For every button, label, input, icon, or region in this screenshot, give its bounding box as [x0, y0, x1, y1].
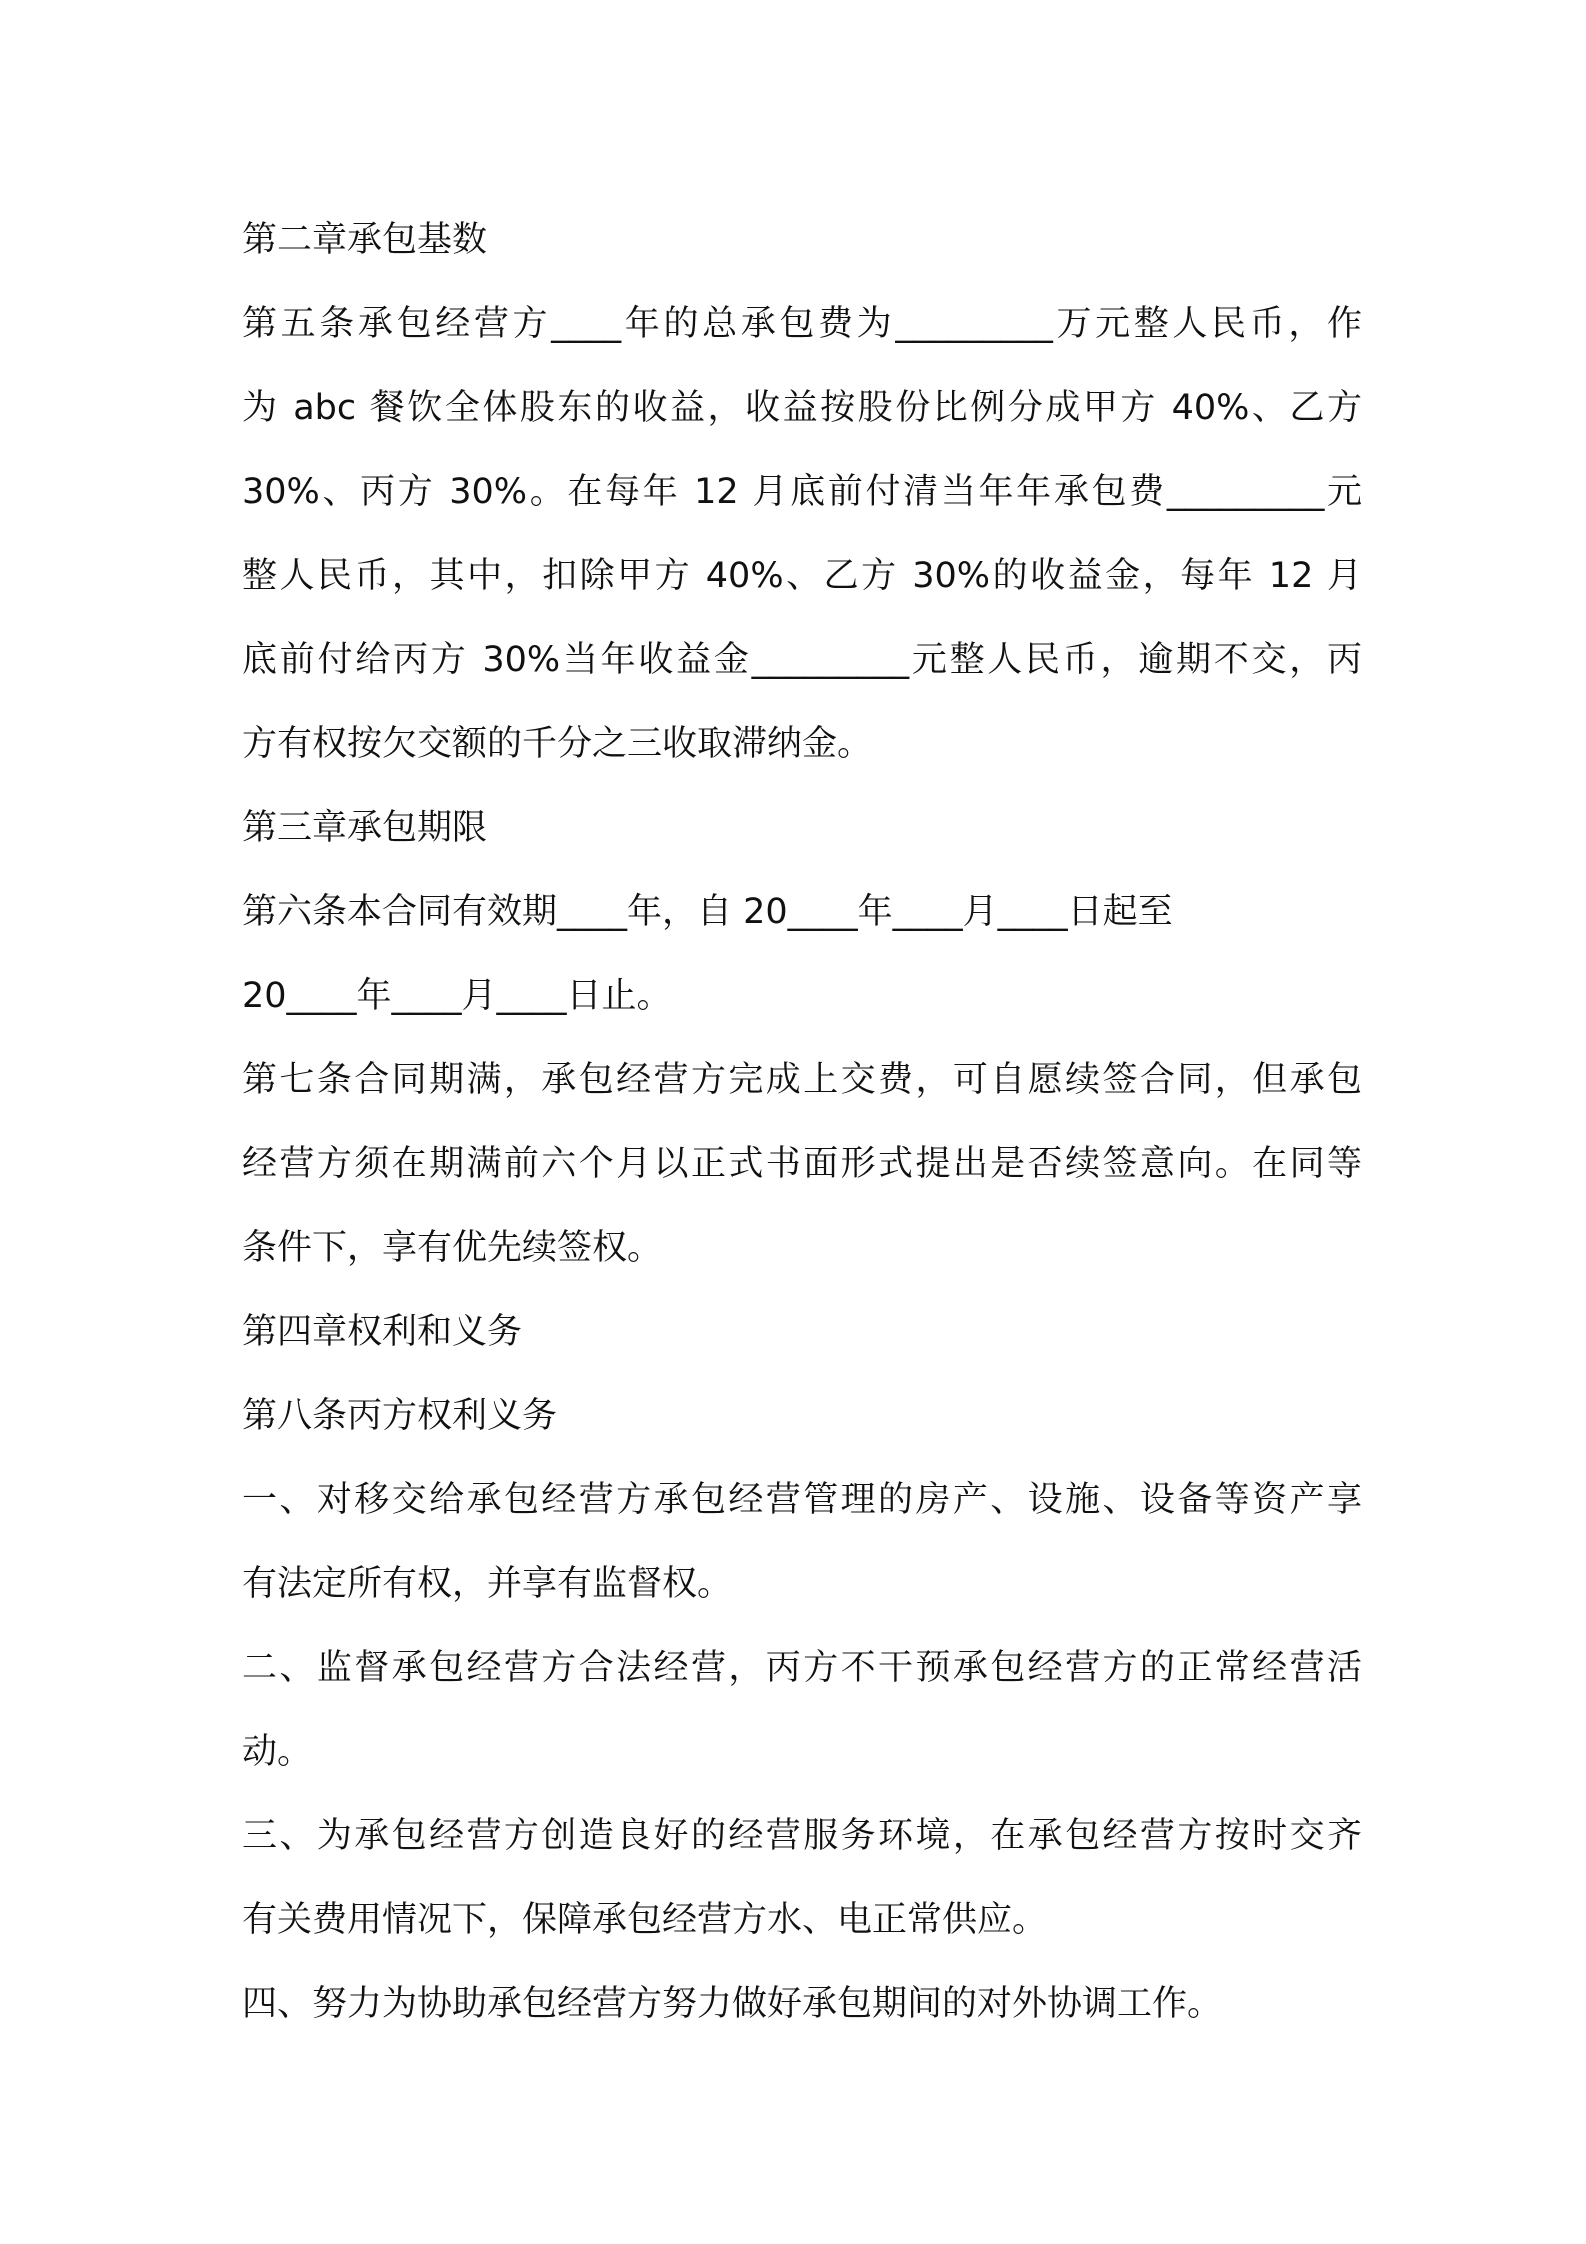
- item-1-line-1: 一、对移交给承包经营方承包经营管理的房产、设施、设备等资产享: [242, 1480, 1362, 1520]
- chapter-4-heading: 第四章权利和义务: [242, 1312, 523, 1352]
- article-5-line-6: 方有权按欠交额的千分之三收取滞纳金。: [242, 724, 873, 764]
- article-6-line-2: 20____年____月____日止。: [242, 976, 672, 1016]
- chapter-2-heading: 第二章承包基数: [242, 220, 488, 260]
- document-body: [242, 198, 1362, 2046]
- article-5-line-1: 第五条承包经营方____年的总承包费为_________万元整人民币，作: [242, 304, 1362, 344]
- item-2-line-1: 二、监督承包经营方合法经营，丙方不干预承包经营方的正常经营活: [242, 1648, 1362, 1688]
- article-7-line-3: 条件下，享有优先续签权。: [242, 1228, 663, 1268]
- article-7-line-2: 经营方须在期满前六个月以正式书面形式提出是否续签意向。在同等: [242, 1144, 1362, 1184]
- article-5-line-5: 底前付给丙方 30%当年收益金_________元整人民币，逾期不交，丙: [242, 640, 1362, 680]
- item-3-line-2: 有关费用情况下，保障承包经营方水、电正常供应。: [242, 1900, 1048, 1940]
- article-8-heading: 第八条丙方权利义务: [242, 1396, 558, 1436]
- item-4-line-1: 四、努力为协助承包经营方努力做好承包期间的对外协调工作。: [242, 1984, 1223, 2024]
- article-5-line-3: 30%、丙方 30%。在每年 12 月底前付清当年年承包费_________元: [242, 472, 1362, 512]
- article-5-line-2: 为 abc 餐饮全体股东的收益，收益按股份比例分成甲方 40%、乙方: [242, 388, 1362, 428]
- article-7-line-1: 第七条合同期满，承包经营方完成上交费，可自愿续签合同，但承包: [242, 1060, 1362, 1100]
- article-6-line-1: 第六条本合同有效期____年，自 20____年____月____日起至: [242, 892, 1173, 932]
- item-3-line-1: 三、为承包经营方创造良好的经营服务环境，在承包经营方按时交齐: [242, 1816, 1362, 1856]
- chapter-3-heading: 第三章承包期限: [242, 808, 488, 848]
- item-1-line-2: 有法定所有权，并享有监督权。: [242, 1564, 733, 1604]
- item-2-line-2: 动。: [242, 1732, 313, 1772]
- article-5-line-4: 整人民币，其中，扣除甲方 40%、乙方 30%的收益金，每年 12 月: [242, 556, 1362, 596]
